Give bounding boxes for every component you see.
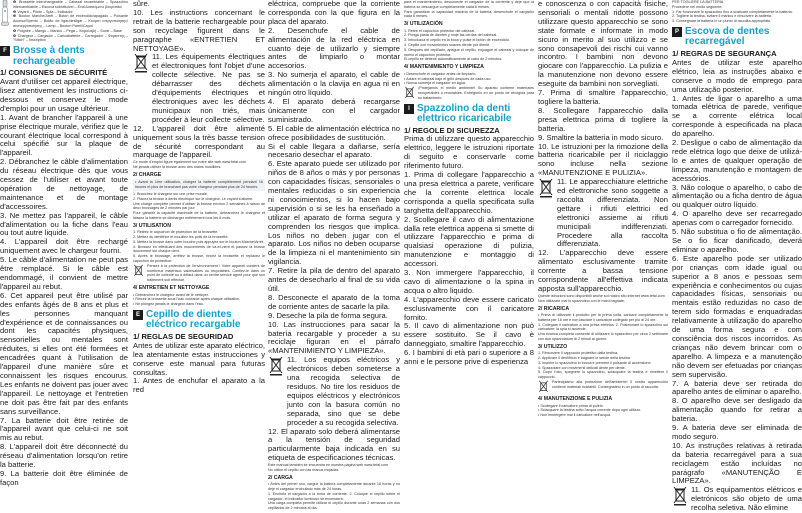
section-header-it: [404, 104, 534, 125]
paragraph: 1. Avant de brancher l'appareil à une prise électrique murale, vérifiez que le courant électrique local correspond à celui spécifié sur la plaque de l'appareil.: [0, 112, 128, 158]
instruction: • Scollegare il caricatore prima di pulirlo.: [538, 403, 604, 408]
crossed-bin-icon: [133, 264, 144, 278]
instruction: 1. Collegare il caricatore a una presa elettrica. 2. Posizionare lo spazzolino sul caricatore; la spia si accende.: [538, 322, 668, 332]
instruction: 5. Après le brossage, arrêtez la brosse, rincez la brossette et replacez le capuchon de protection.: [133, 254, 265, 264]
instruction: Para garantizar la capacidad máxima de la batería, desenchufe el cargador cada 6 meses.: [404, 9, 534, 19]
subsection-heading: 4/ MANUTENZIONE E PULIZIA: [538, 396, 613, 403]
paragraph: 10. Las instrucciones para sacar la batería recargable y proceder a su reciclaje figuran en el párrafo «MANTENIMIENTO Y LIMPIEZA».: [268, 319, 400, 356]
instruction: 1. Enchufe el cargador a la toma de corriente. 2. Coloque el cepillo sobre el cargador; el indicador luminoso se encenderá.: [268, 491, 400, 501]
weee-paragraph: [268, 356, 400, 427]
note: Ne jamais utiliser la brosse avec des mains mouillées.: [133, 165, 222, 170]
section-header-pt: [672, 27, 802, 48]
paragraph: 10. As instruções relativas à retirada da bateria recarregável para a sua reciclagem estão incluídas no parágrafo «MANUTENÇÃO E LIMPEZA».: [672, 440, 802, 486]
paragraph: 9. La batterie doit être éliminée de façon: [0, 468, 128, 487]
instruction: PER TOGLIERE LA BATTERIA: [672, 0, 724, 4]
paragraph: 11. Os equipamentos elétricos e eletrónicos são objeto de uma recolha seletiva. Não elimine: [691, 485, 802, 513]
crossed-bin-icon: [538, 178, 554, 198]
language-badge: E: [133, 310, 143, 320]
section-title: Spazzolino da denti elettrico ricaricabile: [417, 102, 512, 125]
note: Queste istruzioni sono disponibili anche sul nostro sito internet www.tefal.com: [538, 293, 665, 298]
instruction: 4. Cepille con movimientos suaves diente por diente.: [404, 43, 491, 48]
paragraph: 2. Débranchez le câble d'alimentation du réseau électrique dès que vous cessez de l'utiliser et avant toute opération de nettoyage, de maintenance et de montage d'accessoires.: [0, 157, 128, 211]
paragraph: 8. Desconecte el aparato de la toma de corriente antes de sacarle la pila.: [268, 292, 400, 311]
toothbrush-illustration-icon: [0, 0, 10, 26]
instruction: 3. Introduzca el cepillo en la boca y pulse el botón de encendido.: [404, 38, 510, 43]
subsection-heading: 3/ UTILIZACIÓN: [404, 21, 443, 28]
instruction: • Non immergere mai il caricatore nell'acqua.: [538, 413, 612, 418]
instruction: 3. Inserire lo spazzolino in bocca e premere il pulsante di accensione.: [538, 360, 652, 365]
column-spanish-italian: [404, 0, 534, 441]
instruction: • Sciacquare la testina sotto l'acqua corrente dopo ogni utilizzo.: [538, 408, 642, 413]
instruction: 1. Far funzionare lo spazzolino fino a scaricare completamente la batteria.: [672, 9, 793, 14]
instruction: Pour garantir la capacité maximale de la batterie, débranchez le chargeur et laissez la batterie se décharger entièrement tous les 6 mois.: [133, 211, 265, 220]
paragraph: Avant d'utiliser cet appareil électrique, lisez attentivement les instructions ci-dessous et conservez le mode d'emploi pour un usage ultérieur.: [0, 77, 128, 113]
instruction: • Ne plongez jamais le chargeur dans l'eau.: [133, 302, 204, 307]
note: No utilice el cepillo con las manos mojadas.: [268, 467, 340, 472]
paragraph: Antes de utilizar este aparelho elétrico, leia as instruções abaixo e conserve o modo de emprego para uma utilização posterior.: [672, 57, 802, 94]
crossed-bin-icon: [133, 53, 149, 73]
instruction: Una ricarica completa consente di utilizzare lo spazzolino per circa 2 settimane con due spazzolature di 2 minuti al giorno.: [538, 332, 668, 341]
section-header-es: [133, 310, 265, 331]
instruction: 2. Mettez du dentifrice et mouillez les poils de la brossette.: [133, 235, 229, 240]
note: Partecipiamo alla protezione dell'ambiente! Il vostro apparecchio contiene materiali riciclabili. Consegnatelo in un punto di raccolta.: [552, 380, 668, 389]
column-french-intro: [0, 0, 128, 487]
column-italian: [538, 0, 668, 441]
subsection-heading: 2/ CHARGE: [133, 171, 162, 178]
paragraph: 7. Retire la pila de dentro del aparato antes de desecharlo al final de su vida útil.: [268, 266, 400, 293]
paragraph: 2. Desenchufe el cable de alimentación de la red eléctrica en cuanto deje de utilizarlo y siempre antes de limpiarlo o montar accesorios.: [268, 25, 400, 71]
instruction: 1. Rimuovere il cappuccio protettivo dalla testina.: [538, 351, 619, 356]
instruction: 2. Ponga pasta de dientes y moje las cerdas del cabezal.: [404, 33, 498, 38]
note-box: [133, 179, 265, 191]
section-title: Cepillo de dientes eléctrico recargable: [146, 308, 241, 331]
paragraph: 1. Antes de ligar o aparelho a uma tomada elétrica de parede, verifique se a corrente elétrica local corresponde à especificada na placa do aparelho.: [672, 93, 802, 139]
paragraph: 10. Les instructions concernant le retrait de la batterie rechargeable pour son recyclage figurent dans le paragraphe «ENTRETIEN ET NETTOYAGE».: [133, 7, 265, 53]
paragraph: 6. Cet appareil peut être utilisé par des enfants âgés de 8 ans et plus et les personnes manquant d'expérience et de connaissances ou dont les capacités physiques, sensorielles ou mentales sont réduites, si elles ont été formées et encadrées quant à l'utilisation de l'appareil d'une manière sûre et connaissent les risques encourus. Les enfants ne doivent pas jouer avec l'appareil. Le nettoyage et l'entretien ne doit pas être fait par des enfants sans surveillance.: [0, 290, 128, 416]
paragraph: e conoscenza o con capacità fisiche, sensoriali o mentali ridotte possono utilizzare questo apparecchio se sono state formate e informate in modo sicuro in merito al suo utilizzo e se sono consapevoli dei rischi cui vanno incontro. I bambini non devono giocare con l'apparecchio. La pulizia e la manutenzione non devono essere eseguite da bambini non sorvegliati.: [538, 0, 668, 89]
paragraph: 5. Le câble d'alimentation ne peut pas être remplacé. Si le câble est endommagé, il convient de mettre l'appareil au rebut.: [0, 255, 128, 291]
paragraph: 3. Non immergere l'apparecchio, il cavo di alimentazione o la spina in acqua o altro liquido.: [404, 268, 534, 295]
paragraph: 2. Scollegare il cavo di alimentazione dalla rete elettrica appena si smette di utilizzare l'apparecchio e prima di qualsiasi operazione di pulizia, manutenzione e montaggio di accessori.: [404, 214, 534, 269]
language-badge: I: [404, 104, 414, 114]
paragraph: 12. L'apparecchio deve essere alimentato esclusivamente tramite corrente a bassa tensione corrispondente all'effettiva indicata apposta sull'apparecchio.: [538, 248, 668, 293]
instruction: 2. Applicare il dentifricio e bagnare le setole della testina.: [538, 356, 631, 361]
subsection-heading: 3/ UTILISATION: [133, 222, 171, 229]
weee-note: [404, 86, 534, 100]
instruction: 3. Consegnare la batteria in un punto di raccolta appropriato.: [672, 19, 772, 24]
part-label: ❹ Poignée – Mango – Manico – Pega – Χειρολαβή – Socle – Base: [13, 28, 122, 33]
paragraph: 9. Smaltire la batteria in modo sicuro.: [538, 132, 664, 142]
column-spanish: [268, 0, 400, 511]
language-badge: F: [0, 46, 10, 56]
paragraph: 11. Les équipements électriques et électroniques font l'objet d'une collecte sélective. Ne pas se débarrasser des déchets d'équipements électriques et électroniques avec les déchets municipaux non triés, mais procéder à leur collecte sélective.: [152, 52, 265, 124]
paragraph: 5. Não substitua o fio de alimentação. Se o fio ficar danificado, deverá eliminar o aparelho.: [672, 227, 802, 254]
weee-paragraph: [672, 486, 802, 513]
note: ¡Protejamos el medio ambiente! Su aparato contiene materiales recuperables o reciclables. Entréguelo en un punto de recogida para su tratamiento.: [418, 86, 534, 100]
paragraph: 7. A bateria deve ser retirada do aparelho antes de eliminar o aparelho.: [672, 378, 802, 397]
subsection-heading: 1/ REGRAS DE SEGURANÇA: [672, 48, 777, 58]
paragraph: 11. Le apparecchiature elettriche ed elettroniche sono soggette a raccolta differenziata. Non gettare i rifiuti elettrici ed elettronici assieme ai rifiuti municipali indifferenziati. Procedere alla raccolta differenziata.: [557, 177, 668, 249]
parts-list: [0, 0, 128, 43]
instruction: 1. Retirez le capuchon de protection de la brossette.: [133, 230, 219, 235]
instruction: • Rincez la brossette sous l'eau courante après chaque utilisation.: [133, 297, 241, 302]
subsection-heading: 4/ MANTENIMIENTO Y LIMPIEZA: [404, 64, 484, 71]
instruction: Procedere nel modo seguente:: [672, 4, 723, 9]
paragraph: 10. Le istruzioni per la rimozione della batteria ricaricabile per il riciclaggio sono incluse nella sezione «MANUTENZIONE E PULIZIA».: [538, 141, 668, 178]
paragraph: 8. O aparelho deve ser desligado da alimentação quando for retirar a bateria.: [672, 396, 802, 424]
paragraph: 12. El aparato solo deberá alimentarse a la tensión de seguridad particularmente baja indicada en su etiqueta de especificaciones técnicas.: [268, 426, 400, 463]
paragraph: 4. O aparelho deve ser recarregado apenas com o carregador fornecido.: [672, 209, 802, 228]
instruction: 1. Branchez le chargeur sur une prise murale.: [133, 192, 208, 196]
part-label: ❸ Bouton Marche/Arrêt – Botón de encendido/apagado – Pulsante Acceso/Spento – Botão de ligar/desligar – Κουμπί ενεργοποίησης/απενεργοποίησης – Lamp – Bouton Pareil/Capot: [13, 14, 128, 28]
paragraph: 3. Ne mettez pas l'appareil, le câble d'alimentation ou la fiche dans l'eau ou tout autre liquide.: [0, 210, 128, 238]
part-label: ❺ Chargeur – Cargador – Caricabatterie – Carregador – Φορτιστής – "Stitch" – Inscription: [13, 33, 128, 43]
paragraph: 8. Scollegare l'apparecchio dalla presa elettrica prima di togliere la batteria.: [538, 105, 668, 133]
paragraph: 11. Los equipos eléctricos y electrónicos deben someterse a una recogida selectiva de residuos. No tire los residuos de equipos eléctricos y electrónicos junto con la basura común no separada, sino que se debe proceder a su recogida selectiva.: [287, 355, 400, 427]
paragraph: 7. Prima di smaltire l'apparecchio, togliere la batteria.: [538, 88, 668, 106]
instruction: 2. Placez la brosse à dents électrique sur le chargeur. Le voyant s'allume.: [133, 196, 254, 201]
instruction: • Desenchufe el cargador antes de limpiarlo.: [404, 71, 477, 76]
instruction: • Prima di utilizzare il prodotto per la prima volta, caricare completamente la batteria per 16 ore e non lasciare il caricatore collegato per più di 24 ore.: [538, 313, 668, 322]
section-header-fr: [0, 46, 128, 67]
paragraph: 8. L'appareil doit être déconnecté du réseau d'alimentation lorsqu'on retire la batterie.: [0, 442, 128, 470]
instruction: 5. Dopo l'uso, spegnere lo spazzolino, sciacquare la testina e rimettere il cappuccio.: [538, 370, 668, 380]
weee-paragraph: [133, 53, 265, 124]
crossed-bin-icon: [538, 380, 549, 394]
paragraph: 5. Il cavo di alimentazione non può essere sostituito. Se il cavo è danneggiato, smaltire l'apparecchio.: [404, 321, 534, 349]
paragraph: 12. L'appareil doit être alimenté uniquement sous la très basse tension de sécurité correspondant au marquage de l'appareil.: [133, 123, 265, 160]
weee-note: [133, 264, 265, 283]
part-label: ❷ Voyant – Piloto – Spia – Indicador: [13, 9, 73, 14]
column-french-cont: [133, 0, 265, 441]
instruction: • Aclare el cabezal bajo el grifo después de cada uso.: [404, 76, 492, 81]
subsection-heading: 3/ UTILIZZO: [538, 343, 568, 350]
subsection-heading: 1/ REGLAS DE SEGURIDAD: [133, 331, 234, 341]
paragraph: 6. I bambini di età pari o superiore a 8 anni e le persone prive di esperienza: [404, 348, 534, 367]
instruction: 5. Después del cepillado, apague el cepillo, enjuague el cabezal y coloque de nuevo el capuchón protector.: [404, 47, 534, 57]
note: • Avant la 1ère utilisation, chargez la batterie complètement pendant 16 heures et plus de branchant pas votre chargeur pendant plus de 24 heures.: [135, 180, 263, 190]
instruction: Una carga completa permite utilizar el cepillo durante unas 2 semanas con dos cepillados de 2 minutos al día.: [268, 501, 400, 511]
part-label: ❶ Brossette interchangeable – Cabezal recambiable – Spazzolino intercambiabile – Escova substituível – Εναλλασσόμενο βουρτσάκι: [13, 0, 128, 9]
column-portuguese: [672, 0, 802, 513]
paragraph: Prima di utilizzare questo apparecchio elettrico, leggere le istruzioni riportate di seguito e conservarle come riferimento futuro.: [404, 134, 534, 171]
instruction: 2. Togliere la testina, svitare il manico e rimuovere la batteria.: [672, 14, 772, 19]
note: Non utilizzare mai lo spazzolino con le mani bagnate.: [538, 298, 625, 303]
section-title: Brosse à dents rechargeable: [13, 45, 85, 67]
paragraph: 1. Prima di collegare l'apparecchio a una presa elettrica a parete, verificare che la corrente elettrica locale corrisponda a quella specificata sulla targhetta dell'apparecchio.: [404, 170, 534, 215]
subsection-heading: 1/ CONSIGNES DE SÉCURITÉ: [0, 68, 108, 78]
instruction: 1. Retire el capuchón protector del cabezal.: [404, 28, 476, 33]
paragraph: 3. Não coloque o aparelho, o cabo de alimentação ou a ficha dentro de água ou qualquer outro líquido.: [672, 182, 802, 210]
paragraph: 9. A bateria deve ser eliminada de modo seguro.: [672, 423, 802, 441]
weee-note: [538, 380, 668, 394]
paragraph: 3. No sumerja el aparato, el cable de alimentación o la clavija en agua ni en ningún otro líquido.: [268, 70, 400, 98]
weee-paragraph: [538, 178, 668, 249]
crossed-bin-icon: [268, 356, 284, 376]
paragraph: 6. Este aparato puede ser utilizado por niños de 8 años o más y por personas con capacidades físicas, sensoriales o mentales reducidas o sin experiencia ni conocimientos, si lo hacen bajo supervisión o si se les ha enseñado a utilizar el aparato de forma segura y comprenden los riesgos que implica. Los niños no deben jugar con el aparato. Los niños no deben ocuparse de la limpieza ni el mantenimiento sin vigilancia.: [268, 159, 400, 267]
paragraph: Si el cable llegara a dañarse, sería necesario desechar el aparato.: [268, 141, 400, 160]
section-title: Escova de dentes recarregável: [685, 25, 770, 48]
subsection-heading: 4/ ENTRETIEN ET NETTOYAGE: [133, 285, 210, 292]
instruction: Une charge complète permet d'utiliser la brosse environ 2 semaines à raison de deux brossages de 2 minutes par jour.: [133, 201, 265, 211]
paragraph: sûre.: [133, 0, 150, 8]
paragraph: 2. Desligue o cabo de alimentação da rede elétrica logo que deixe de utilizá-lo e antes de qualquer operação de limpeza, manutenção e montagem de acessórios.: [672, 138, 802, 183]
crossed-bin-icon: [672, 486, 688, 506]
paragraph: 6. Este aparelho pode ser utilizado por crianças com idade igual ou superior a 8 anos e pessoas sem experiência e conhecimentos ou cujas capacidades físicas, sensoriais ou mentais estão reduzidas no caso de terem sido formadas e enquadradas relativamente à utilização do aparelho de uma forma segura e com consciência dos riscos incorridos. As crianças não devem brincar com o aparelho. A limpeza e a manutenção não devem ser efetuadas por crianças sem supervisão.: [672, 253, 802, 379]
instruction: • Débranchez le chargeur avant de le nettoyer.: [133, 292, 209, 297]
paragraph: 7. La batterie doit être retirée de l'appareil avant que celui-ci ne soit mis au rebut.: [0, 415, 128, 443]
subsection-heading: 2/ CARGA: [268, 474, 293, 481]
instruction: 4. Spazzolare con movimenti delicati dente per dente.: [538, 365, 626, 370]
paragraph: 9. Deseche la pila de forma segura.: [268, 310, 388, 320]
instruction: • Antes del primer uso, cargue la batería completamente durante 16 horas y no deje el cargador enchufado más de 24 horas.: [268, 482, 400, 492]
note: Este manual también se encuentra en nuestra página web www.tefal.com: [268, 463, 389, 468]
language-badge: P: [672, 27, 682, 37]
paragraph: Antes de utilizar este aparato eléctrico, lea atentamente estas instrucciones y conserve este manual para futuras consultas.: [133, 340, 265, 377]
instruction: El cepillo se detiene automáticamente al cabo de 2 minutos.: [404, 57, 503, 62]
parts-row: [0, 0, 128, 43]
paragraph: eléctrica, compruebe que la corriente corresponda con la que figura en la placa del aparato.: [268, 0, 400, 26]
instruction: 4. Brossez en effectuant des mouvements de va-et-vient et passez la brosse doucement sur chaque dent.: [133, 244, 265, 254]
paragraph: 4. L'appareil doit être rechargé uniquement avec le chargeur fourni.: [0, 237, 128, 256]
note: Ce mode d'emploi figure également sur notre site web www.tefal.com: [133, 160, 247, 165]
paragraph: 4. El aparato deberá recargarse únicamente con el cargador suministrado.: [268, 96, 400, 124]
paragraph: 4. L'apparecchio deve essere caricato esclusivamente con il caricatore fornito.: [404, 294, 534, 322]
subsection-heading: 1/ REGOLE DI SICUREZZA: [404, 125, 500, 135]
instruction: • Nunca sumerja el cargador en agua.: [404, 81, 466, 86]
instruction: para el mantenimiento, desconecte el cargador de la corriente y deje que la batería se descargue completamente cada 6 meses.: [404, 0, 534, 9]
paragraph: 1. Antes de enchufar el aparato a la red: [133, 376, 265, 395]
subsection-heading: 2/ RICARICA: [538, 305, 570, 312]
paragraph: 5. El cable de alimentación eléctrica no ofrece posibilidades de sustitución.: [268, 123, 400, 142]
crossed-bin-icon: [404, 86, 415, 100]
note: Pensez à la protection de l'environnement ! Votre appareil contient de nombreux matériaux valorisables ou recyclables. Confiez-le dans un point de collecte ou à défaut dans un centre service agréé pour que son traitement soit effectué.: [147, 263, 265, 283]
instruction: 3. Mettez la brosse dans votre bouche puis appuyez sur le bouton Marche/Arrêt.: [133, 239, 264, 244]
